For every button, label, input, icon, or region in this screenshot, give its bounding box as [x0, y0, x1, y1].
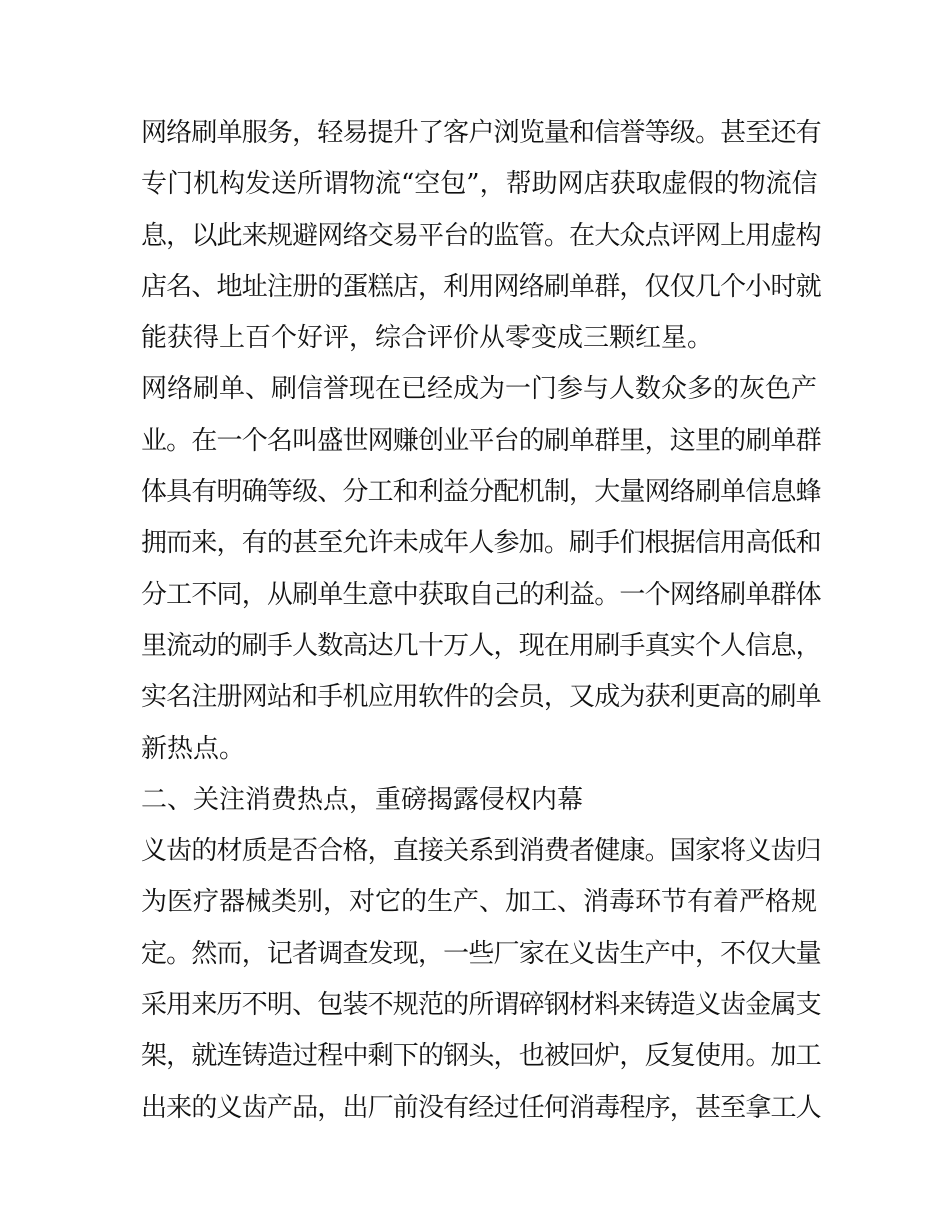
- text-line-content: 架，就连铸造过程中剩下的钢头，也被回炉，反复使用。加工: [141, 1041, 821, 1072]
- section-heading: [141, 775, 821, 826]
- text-line: [141, 980, 821, 1031]
- text-line-content: 体具有明确等级、分工和利益分配机制，大量网络刷单信息蜂: [141, 477, 821, 508]
- text-line-content: 义齿的材质是否合格，直接关系到消费者健康。国家将义齿归: [141, 836, 821, 867]
- text-line: [141, 313, 821, 364]
- body-text: [141, 108, 821, 1134]
- text-line: [141, 211, 821, 262]
- text-line: [141, 1031, 821, 1082]
- text-line: [141, 929, 821, 980]
- text-line: [141, 467, 821, 518]
- text-line-content: 业。在一个名叫盛世网赚创业平台的刷单群里，这里的刷单群: [141, 425, 821, 456]
- text-line-content: 息，以此来规避网络交易平台的监管。在大众点评网上用虚构: [141, 220, 821, 251]
- text-line-content: 网络刷单服务，轻易提升了客户浏览量和信誉等级。甚至还有: [141, 118, 821, 148]
- text-line-content: 采用来历不明、包装不规范的所谓碎钢材料来铸造义齿金属支: [141, 990, 821, 1021]
- text-line-content: 出来的义齿产品，出厂前没有经过任何消毒程序，甚至拿工人: [141, 1092, 821, 1123]
- text-line-content: 网络刷单、刷信誉现在已经成为一门参与人数众多的灰色产: [141, 374, 818, 405]
- text-line-content: 实名注册网站和手机应用软件的会员，又成为获利更高的刷单: [141, 682, 821, 713]
- text-line: [141, 108, 821, 159]
- text-line-content: 拥而来，有的甚至允许未成年人参加。刷手们根据信用高低和: [141, 528, 821, 559]
- text-line: [141, 877, 821, 928]
- text-line: [141, 159, 821, 210]
- text-line: [141, 570, 821, 621]
- text-line: [141, 262, 821, 313]
- text-line-content: 定。然而，记者调查发现，一些厂家在义齿生产中，不仅大量: [141, 938, 821, 969]
- text-line: [141, 826, 821, 877]
- text-line-content: 店名、地址注册的蛋糕店，利用网络刷单群，仅仅几个小时就: [141, 271, 821, 302]
- text-line-content: 新热点。: [141, 733, 246, 764]
- text-line-content: 为医疗器械类别，对它的生产、加工、消毒环节有着严格规: [141, 887, 818, 918]
- text-line-content: 分工不同，从刷单生意中获取自己的利益。一个网络刷单群体: [141, 579, 821, 610]
- text-line: [141, 621, 821, 672]
- text-line-content: 专门机构发送所谓物流“空包”，帮助网店获取虚假的物流信: [141, 169, 818, 200]
- text-line-content: 能获得上百个好评，综合评价从零变成三颗红星。: [141, 323, 714, 354]
- text-line: [141, 518, 821, 569]
- text-line: [141, 1083, 821, 1134]
- text-line-content: 里流动的刷手人数高达几十万人，现在用刷手真实个人信息，: [141, 630, 821, 661]
- text-line: [141, 724, 821, 775]
- section-heading-text: 二、关注消费热点，重磅揭露侵权内幕: [141, 784, 584, 815]
- text-line: [141, 364, 821, 415]
- text-line: [141, 672, 821, 723]
- text-line: [141, 416, 821, 467]
